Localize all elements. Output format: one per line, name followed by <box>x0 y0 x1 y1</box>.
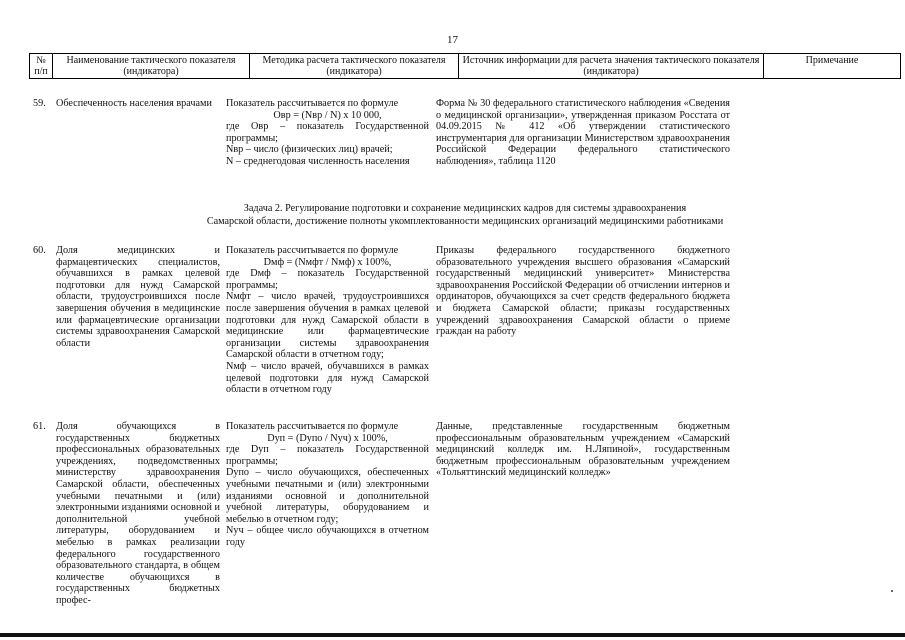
method-line: Nмфт – число врачей, трудоустроившихся после завершения обучения в рамках целевой подготовки для нужд Самарской области в медицинские или фармацевтические организации системы здравоохранения Самарской области в отчетном году; <box>226 291 429 361</box>
row-60-method <box>226 245 429 396</box>
row-59-num: 59. <box>33 98 46 109</box>
task-line-1: Задача 2. Регулирование подготовки и сохранение медицинских кадров для системы здравоохранения <box>243 203 687 214</box>
formula: Dуп = (Dупо / Nуч) x 100%, <box>267 432 388 444</box>
method-line: где Dмф – показатель Государственной программы; <box>226 268 429 291</box>
scan-mark <box>891 590 893 592</box>
row-61-method <box>226 421 429 549</box>
header-method: Методика расчета тактического показателя (индикатора) <box>250 54 459 78</box>
row-60-source: Приказы федерального государственного бюджетного образовательного учреждения высшего образования «Самарский государственный медицинский университет» Министерства здравоохранения Российской Федерации об отчислении интернов и ординаторов, обучающихся за счет средств федерального бюджета и бюджета Самарской области; приказы государственных учреждений здравоохранения Самарской области о приеме граждан на работу <box>436 245 730 338</box>
formula: Dмф = (Nмфт / Nмф) x 100%, <box>263 256 392 268</box>
row-59-source: Форма № 30 федерального статистического наблюдения «Сведения о медицинской организации», утвержденная приказом Росстата от 04.09.2015 № 412 «Об утверждении статистического инструментария для организации Министерством здравоохранения Российской Федерации федерального статистического наблюдения», таблица 1120 <box>436 98 730 167</box>
method-line: Показатель рассчитывается по формуле <box>226 98 399 109</box>
method-line: Показатель рассчитывается по формуле <box>226 245 399 256</box>
row-60-num: 60. <box>33 245 46 256</box>
row-61-num: 61. <box>33 421 46 432</box>
bottom-rule <box>0 633 905 637</box>
method-line: где Oвр – показатель Государственной программы; <box>226 121 429 144</box>
task-line-2: Самарской области, достижение полноты укомплектованности медицинских организаций медицинскими работниками <box>206 215 724 227</box>
header-note: Примечание <box>805 55 859 66</box>
task-heading <box>29 203 901 228</box>
method-line: Dупо – число обучающихся, обеспеченных учебными печатными и (или) электронными изданиями основной и дополнительной учебной литературы, оборудованием и мебелью в отчетном году; <box>226 467 429 525</box>
table-header <box>29 53 901 79</box>
header-name: Наименование тактического показателя (индикатора) <box>53 54 250 78</box>
method-line: Nвр – число (физических лиц) врачей; <box>226 144 393 156</box>
page-number: 17 <box>447 34 458 46</box>
row-60-name: Доля медицинских и фармацевтических специалистов, обучавшихся в рамках целевой подготовки для нужд Самарской области, трудоустроившихся после завершения обучения в медицинские или фармацевтические организации системы здравоохранения Самарской области <box>56 245 220 349</box>
row-59-name: Обеспеченность населения врачами <box>56 98 212 109</box>
row-61-source: Данные, представленные государственным бюджетным профессиональным образовательным учреждением «Самарский медицинский колледж им. Н.Ляпиной», государственным бюджетным профессиональным образовательным учреждением «Тольяттинский медицинский колледж» <box>436 421 730 479</box>
formula: Oвр = (Nвр / N) x 10 000, <box>273 109 382 121</box>
method-line: где Dуп – показатель Государственной программы; <box>226 444 429 467</box>
header-num: № п/п <box>30 54 53 78</box>
method-line: Nуч – общее число обучающихся в отчетном году <box>226 525 429 548</box>
method-line: N – среднегодовая численность населения <box>226 155 410 167</box>
header-source: Источник информации для расчета значения тактического показателя (индикатора) <box>459 54 764 78</box>
method-line: Показатель рассчитывается по формуле <box>226 421 399 432</box>
row-59-method <box>226 98 429 168</box>
method-line: Nмф – число врачей, обучавшихся в рамках целевой подготовки для нужд Самарской области в отчетном году <box>226 360 429 396</box>
row-61-name: Доля обучающихся в государственных бюджетных профессиональных образовательных учреждениях, подведомственных министерству здравоохранения Самарской области, обеспеченных учебными печатными и (или) электронными изданиями основной и дополнительной учебной литературы, оборудованием и мебелью в рамках реализации федерального государственного образовательного стандарта, в общем количестве обучающихся в государственных бюджетных профес- <box>56 421 220 606</box>
